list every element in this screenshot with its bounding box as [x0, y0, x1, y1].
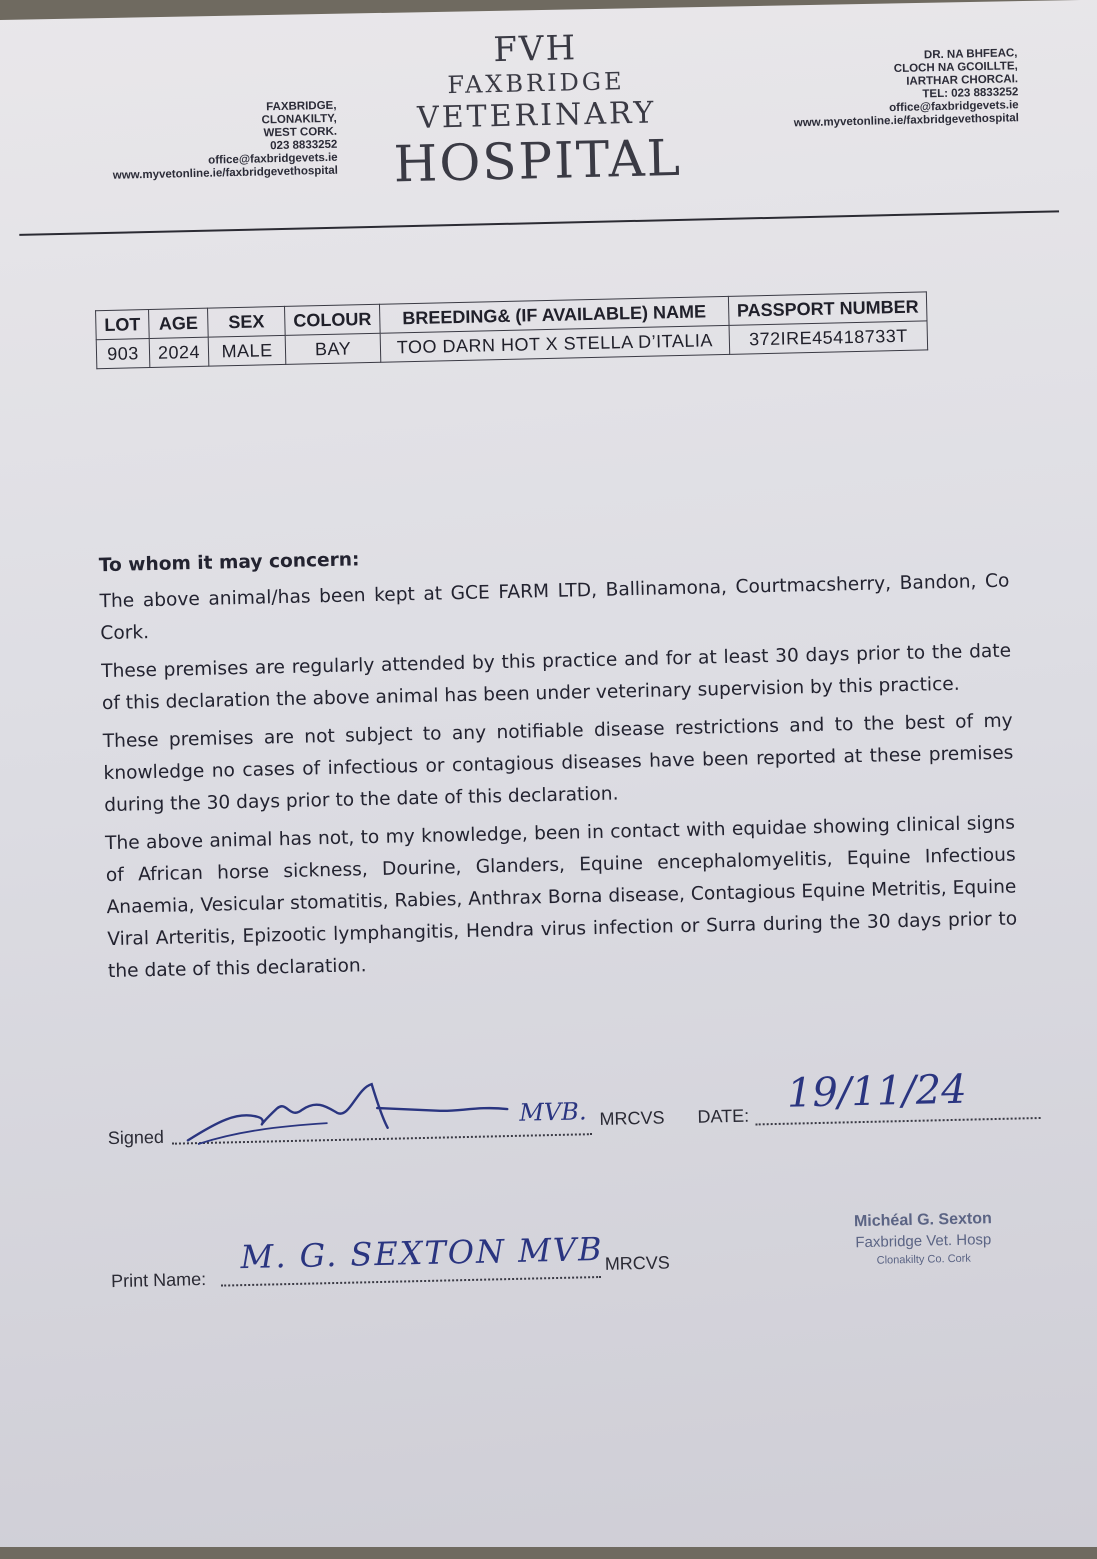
right-address-line: office@faxbridgevets.ie: [889, 99, 1019, 115]
date-line: [756, 1117, 1041, 1125]
vet-stamp: [838, 1208, 1009, 1270]
left-address-line: 023 8833252: [270, 138, 338, 153]
cell-sex: MALE: [208, 335, 286, 366]
print-name-label: Print Name:: [110, 1268, 207, 1292]
signature-scribble: [177, 1075, 518, 1151]
date-value: 19/11/24: [786, 1066, 968, 1117]
right-address-line: DR. NA BHFEAC,: [923, 47, 1018, 62]
animal-details-table: [95, 291, 929, 369]
logo-line-hospital: HOSPITAL: [393, 128, 683, 194]
left-address-line: WEST CORK.: [263, 125, 338, 140]
left-address-line: FAXBRIDGE,: [266, 99, 337, 114]
left-address-line: www.myvetonline.ie/faxbridgevethospital: [112, 164, 339, 182]
logo-line-veterinary: VETERINARY: [416, 95, 657, 136]
paragraph-diseases: The above animal has not, to my knowledge, been in contact with equidae showing clinical signs of African horse sickness, Dourine, Glanders, Equine encephalomyelitis, Equine Infectious Anaemia, Vesicular stomatitis, Rabies, Anthrax Borna disease, Contagious Equine Metritis, Equine Viral Arteritis, Epizootic lymphangitis, Hendra virus infection or Surra during the 30 days prior to the date of this declaration.: [104, 812, 1018, 983]
left-address-block: [46, 100, 338, 185]
cell-breeding: TOO DARN HOT X STELLA D’ITALIA: [380, 325, 729, 362]
stamp-location: Clonakilty Co. Cork: [876, 1252, 971, 1267]
right-address-line: CLOCH NA GCOILLTE,: [893, 60, 1018, 76]
right-address-line: www.myvetonline.ie/faxbridgevethospital: [793, 112, 1020, 130]
logo-line-faxbridge: FAXBRIDGE: [447, 67, 625, 100]
header-breeding: BREEDING& (IF AVAILABLE) NAME: [380, 296, 729, 333]
logo-monogram: FVH: [492, 28, 578, 71]
print-name-value: M. G. SEXTON MVB: [240, 1229, 604, 1277]
header-passport: PASSPORT NUMBER: [728, 292, 927, 326]
paragraph-premises: The above animal/has been kept at GCE FARM LTD, Ballinamona, Courtmacsherry, Bandon, Co Cork.: [99, 570, 1010, 645]
header-age: AGE: [149, 308, 209, 338]
paragraph-restrictions: These premises are not subject to any notifiable disease restrictions and to the best of my knowledge no cases of infectious or contagious diseases have been reported at these premises during the 30 days prior to the date of this declaration.: [102, 710, 1014, 817]
print-name-line: [221, 1276, 601, 1287]
paragraph-supervision: These premises are regularly attended by this practice and for at least 30 days prior to the date of this declaration the above animal has been under veterinary supervision by this practice.: [101, 640, 1012, 715]
cell-age: 2024: [149, 337, 209, 367]
header-lot: LOT: [96, 310, 150, 340]
right-address-line: IARTHAR CHORCAI.: [906, 73, 1019, 88]
right-address-line: TEL: 023 8833252: [922, 86, 1019, 101]
letterhead-divider: [19, 210, 1059, 236]
signature-row: [107, 1066, 1048, 1150]
header-colour: COLOUR: [285, 304, 381, 335]
signed-label: Signed: [107, 1126, 165, 1149]
hospital-logo: [390, 27, 684, 192]
cell-colour: BAY: [285, 333, 381, 364]
cell-passport: 372IRE45418733T: [729, 321, 928, 355]
letter-body: [98, 530, 1018, 995]
left-address-line: office@faxbridgevets.ie: [208, 151, 338, 167]
left-address-line: CLONAKILTY,: [261, 112, 337, 127]
cell-lot: 903: [96, 339, 150, 369]
stamp-practice: Faxbridge Vet. Hosp: [855, 1231, 992, 1252]
date-label: DATE:: [697, 1105, 750, 1127]
greeting: To whom it may concern:: [98, 549, 360, 577]
stamp-name: Michéal G. Sexton: [853, 1210, 992, 1231]
mrcvs-label-2: MRCVS: [604, 1252, 671, 1274]
right-address-block: [717, 47, 1019, 132]
signed-suffix: MVB.: [519, 1097, 587, 1127]
mrcvs-label: MRCVS: [599, 1107, 665, 1129]
header-sex: SEX: [208, 306, 286, 337]
